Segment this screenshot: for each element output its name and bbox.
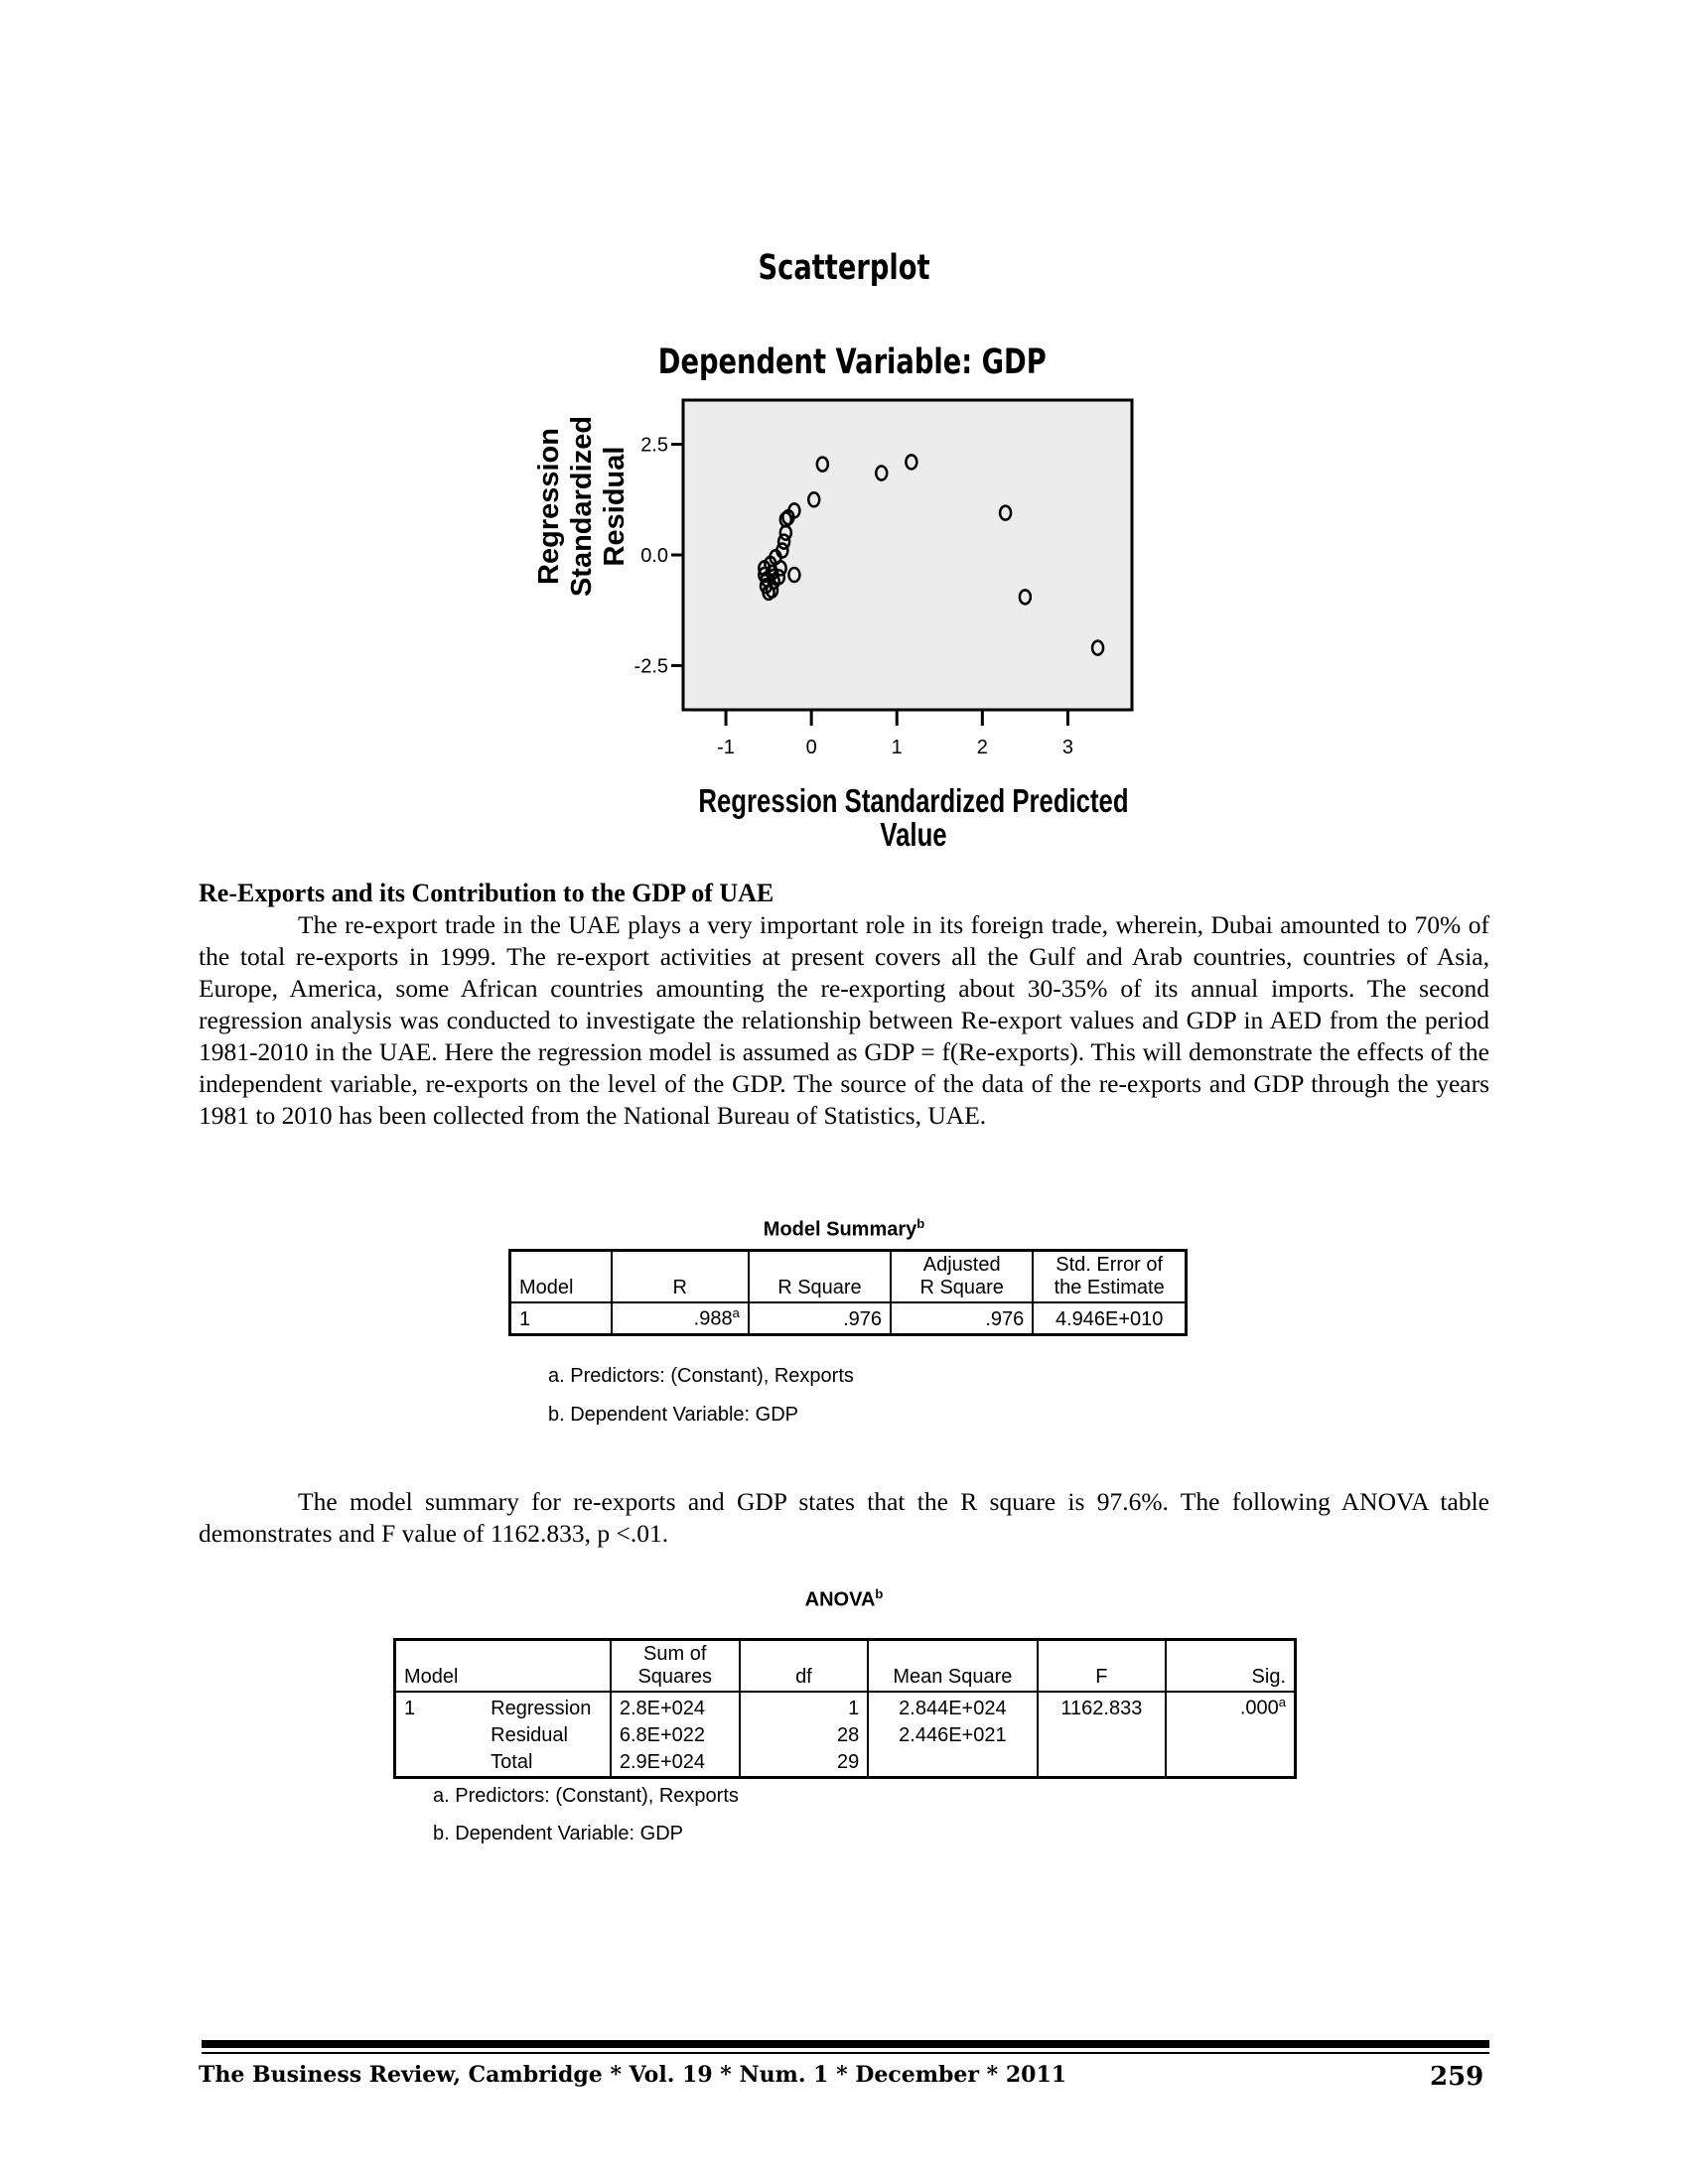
x-axis-label-line1: Regression Standardized Predicted [698,783,1129,820]
cell-source: Regression [483,1692,611,1722]
cell-df: 28 [740,1722,869,1749]
y-tick-label: -2.5 [633,655,668,678]
cell-ms [868,1749,1037,1778]
page-number: 259 [1430,2062,1484,2092]
cell-df: 29 [740,1749,869,1778]
col-r: R [612,1251,749,1303]
footer-rule-thick [202,2040,1489,2048]
x-tick-label: 2 [976,737,988,758]
col-mean-square: Mean Square [868,1640,1037,1693]
scatter-chart [516,377,1231,893]
x-tick-label: 0 [805,737,817,758]
cell-f [1038,1749,1167,1778]
cell-sig [1166,1749,1295,1778]
cell-source: Total [483,1749,611,1778]
cell-ss: 2.8E+024 [611,1692,740,1722]
y-axis [634,435,683,678]
model-summary-table [508,1249,1188,1336]
cell-model: 1 [510,1302,612,1334]
cell-adj-r-square: .976 [891,1302,1033,1334]
anova-footnote-b: b. Dependent Variable: GDP [433,1823,684,1844]
chart-subtitle: Dependent Variable: GDP [657,342,1047,382]
col-sig: Sig. [1166,1640,1295,1693]
cell-ms: 2.446E+021 [868,1722,1037,1749]
col-r-square: R Square [749,1251,891,1303]
anova-table [393,1638,1297,1779]
footer-rule-thin [202,2052,1489,2054]
cell-ss: 6.8E+022 [611,1722,740,1749]
x-tick-label: -1 [717,737,735,758]
col-sum-of-squares: Sum of Squares [611,1640,740,1693]
body-paragraph: The re-export trade in the UAE plays a very important role in its foreign trade, wherein, Dubai amounted to 70% of the total re-exports in 1999. The re-export activities at present covers all the Gulf and Arab countries, countries of Asia, Europe, America, some African countries amounting the re-exporting about 30-35% of its annual imports. The second regression analysis was conducted to investigate the relationship between Re-export values and GDP in AED from the period 1981-2010 in the UAE. Here the regression model is assumed as GDP = f(Re-exports). This will demonstrate the effects of the independent variable, re-exports on the level of the GDP. The source of the data of the re-exports and GDP through the years 1981 to 2010 has been collected from the National Bureau of Statistics, UAE. [199,910,1489,1130]
model-summary-footnote-a: a. Predictors: (Constant), Rexports [548,1365,854,1387]
table-header-row [510,1251,1187,1303]
col-model: Model [395,1640,611,1693]
body-paragraph-2: The model summary for re-exports and GDP states that the R square is 97.6%. The following ANOVA table demonstrates and F value of 1162.833, p <.01. [199,1487,1489,1548]
x-tick-label: 3 [1061,737,1073,758]
table-row [395,1749,1296,1778]
col-f: F [1038,1640,1167,1693]
y-axis-label-word: Standardized [566,415,598,598]
col-df: df [740,1640,869,1693]
y-tick-label: 2.5 [640,434,668,457]
cell-ss: 2.9E+024 [611,1749,740,1778]
cell-std-error: 4.946E+010 [1033,1302,1186,1334]
anova-title: ANOVA$^b$ [804,1586,884,1611]
cell-r-square: .976 [749,1302,891,1334]
y-axis-label-word: Regression [533,428,565,585]
model-summary-footnote-b: b. Dependent Variable: GDP [548,1404,799,1426]
y-tick-label: 0.0 [640,545,668,567]
cell-ms: 2.844E+024 [868,1692,1037,1722]
cell-sig [1166,1722,1295,1749]
col-std-error: Std. Error of the Estimate [1033,1251,1186,1303]
col-model: Model [510,1251,612,1303]
table-header-row [395,1640,1296,1693]
cell-sig: .000$^a$ [1166,1692,1295,1722]
x-tick-label: 1 [891,737,903,758]
table-row [395,1722,1296,1749]
section-heading: Re-Exports and its Contribution to the GDP of UAE [199,879,774,907]
chart-title: Scatterplot [758,248,930,288]
col-adj-r-square: Adjusted R Square [891,1251,1033,1303]
anova-footnote-a: a. Predictors: (Constant), Rexports [433,1785,739,1807]
cell-f: 1162.833 [1038,1692,1167,1722]
table-row [510,1302,1187,1334]
y-axis-label-word: Residual [599,446,631,567]
x-axis-label-line2: Value [880,817,947,854]
cell-model-number: 1 [395,1692,484,1722]
x-axis [717,710,1073,758]
plot-area [683,400,1132,710]
journal-citation: The Business Review, Cambridge * Vol. 19 * Num. 1 * December * 2011 [199,2062,1067,2088]
cell-df: 1 [740,1692,869,1722]
cell-f [1038,1722,1167,1749]
table-row [395,1692,1296,1722]
cell-r: .988$^a$ [612,1302,749,1334]
model-summary-title: Model Summary$^b$ [763,1216,925,1241]
cell-source: Residual [483,1722,611,1749]
